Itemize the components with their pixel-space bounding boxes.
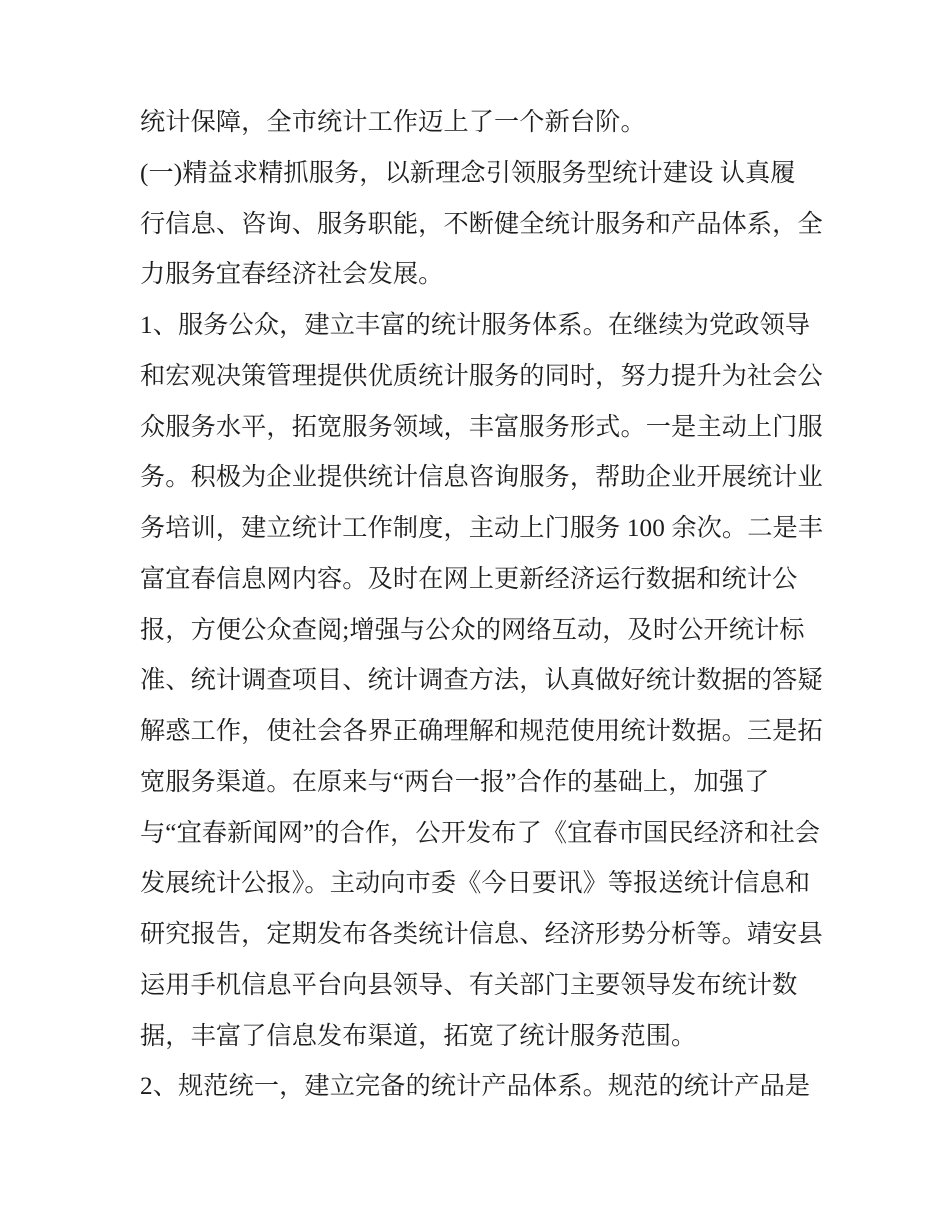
text-line: 2、规范统一，建立完备的统计产品体系。规范的统计产品是 <box>140 1073 811 1101</box>
text-line: 务。积极为企业提供统计信息咨询服务，帮助企业开展统计业 <box>140 464 823 492</box>
text-line: (一)精益求精抓服务，以新理念引领服务型统计建设 认真履 <box>140 159 796 187</box>
text-line: 统计保障，全市统计工作迈上了一个新台阶。 <box>140 109 646 136</box>
text-line: 准、统计调查项目、统计调查方法，认真做好统计数据的答疑 <box>140 667 823 695</box>
text-line: 务培训，建立统计工作制度，主动上门服务 100 余次。二是丰 <box>140 515 824 542</box>
text-line: 力服务宜春经济社会发展。 <box>140 261 444 289</box>
text-line: 1、服务公众，建立丰富的统计服务体系。在继续为党政领导 <box>140 312 811 339</box>
text-line: 解惑工作，使社会各界正确理解和规范使用统计数据。三是拓 <box>140 718 823 745</box>
text-line: 富宜春信息网内容。及时在网上更新经济运行数据和统计公 <box>140 565 798 593</box>
text-line: 宽服务渠道。在原来与“两台一报”合作的基础上，加强了 <box>140 768 770 796</box>
document-body <box>140 98 840 1113</box>
text-line: 行信息、咨询、服务职能，不断健全统计服务和产品体系，全 <box>140 210 823 238</box>
text-line: 众服务水平，拓宽服务领域，丰富服务形式。一是主动上门服 <box>140 413 823 441</box>
text-line: 和宏观决策管理提供优质统计服务的同时，努力提升为社会公 <box>140 362 823 390</box>
text-line: 运用手机信息平台向县领导、有关部门主要领导发布统计数 <box>140 971 798 999</box>
text-line: 与“宜春新闻网”的合作，公开发布了《宜春市国民经济和社会 <box>140 819 821 847</box>
text-line: 研究报告，定期发布各类统计信息、经济形势分析等。靖安县 <box>140 921 823 948</box>
text-line: 报，方便公众查阅;增强与公众的网络互动，及时公开统计标 <box>140 616 805 644</box>
text-line: 据，丰富了信息发布渠道，拓宽了统计服务范围。 <box>140 1022 697 1050</box>
text-line: 发展统计公报》。主动向市委《今日要讯》等报送统计信息和 <box>140 870 811 898</box>
